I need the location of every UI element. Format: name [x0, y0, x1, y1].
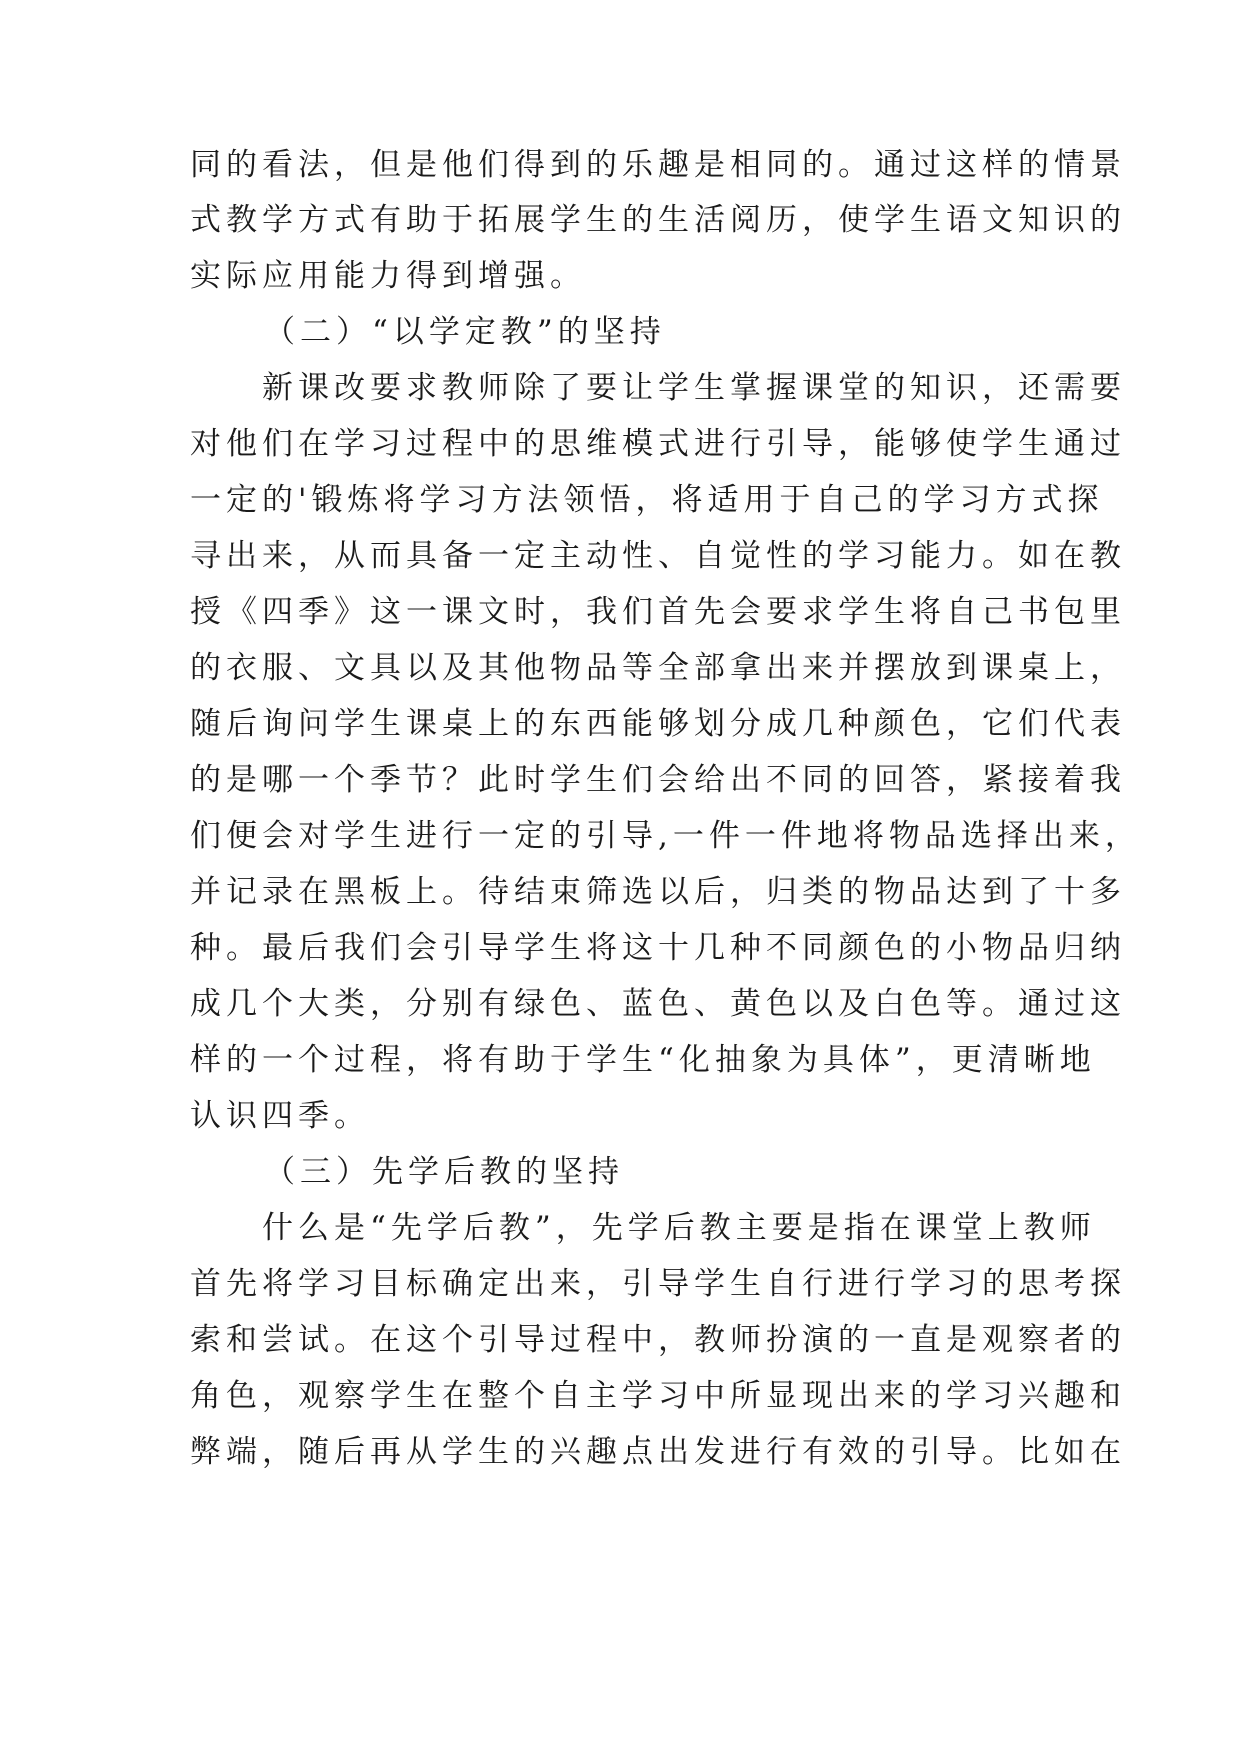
text-line: 种。最后我们会引导学生将这十几种不同颜色的小物品归纳: [190, 930, 1126, 966]
text-line: 的是哪一个季节？此时学生们会给出不同的回答，紧接着我: [190, 762, 1126, 798]
section-heading: （二）“以学定教”的坚持: [264, 314, 666, 350]
text-line: 弊端，随后再从学生的兴趣点出发进行有效的引导。比如在: [190, 1434, 1126, 1470]
text-line: 成几个大类，分别有绿色、蓝色、黄色以及白色等。通过这: [190, 986, 1126, 1022]
text-line: 认识四季。: [190, 1098, 370, 1134]
text-line: 寻出来，从而具备一定主动性、自觉性的学习能力。如在教: [190, 538, 1126, 574]
text-line: 同的看法，但是他们得到的乐趣是相同的。通过这样的情景: [190, 147, 1126, 183]
text-line: 们便会对学生进行一定的引导,一件一件地将物品选择出来，: [190, 818, 1141, 854]
section-heading: （三）先学后教的坚持: [264, 1154, 624, 1190]
text-line: 索和尝试。在这个引导过程中，教师扮演的一直是观察者的: [190, 1322, 1126, 1358]
text-line: 实际应用能力得到增强。: [190, 258, 586, 294]
text-line: 角色，观察学生在整个自主学习中所显现出来的学习兴趣和: [190, 1378, 1126, 1414]
text-line: 样的一个过程，将有助于学生“化抽象为具体”，更清晰地: [190, 1042, 1096, 1078]
text-line: 新课改要求教师除了要让学生掌握课堂的知识，还需要: [190, 370, 1126, 406]
text-line: 一定的'锻炼将学习方法领悟，将适用于自己的学习方式探: [190, 482, 1104, 518]
text-line: 什么是“先学后教”，先学后教主要是指在课堂上教师: [190, 1210, 1096, 1246]
text-line: 并记录在黑板上。待结束筛选以后，归类的物品达到了十多: [190, 874, 1126, 910]
text-line: 对他们在学习过程中的思维模式进行引导，能够使学生通过: [190, 426, 1126, 462]
text-line: 随后询问学生课桌上的东西能够划分成几种颜色，它们代表: [190, 706, 1126, 742]
text-line: 授《四季》这一课文时，我们首先会要求学生将自己书包里: [190, 594, 1126, 630]
text-line: 式教学方式有助于拓展学生的生活阅历，使学生语文知识的: [190, 202, 1126, 238]
text-line: 首先将学习目标确定出来，引导学生自行进行学习的思考探: [190, 1266, 1126, 1302]
text-line: 的衣服、文具以及其他物品等全部拿出来并摆放到课桌上，: [190, 650, 1126, 686]
